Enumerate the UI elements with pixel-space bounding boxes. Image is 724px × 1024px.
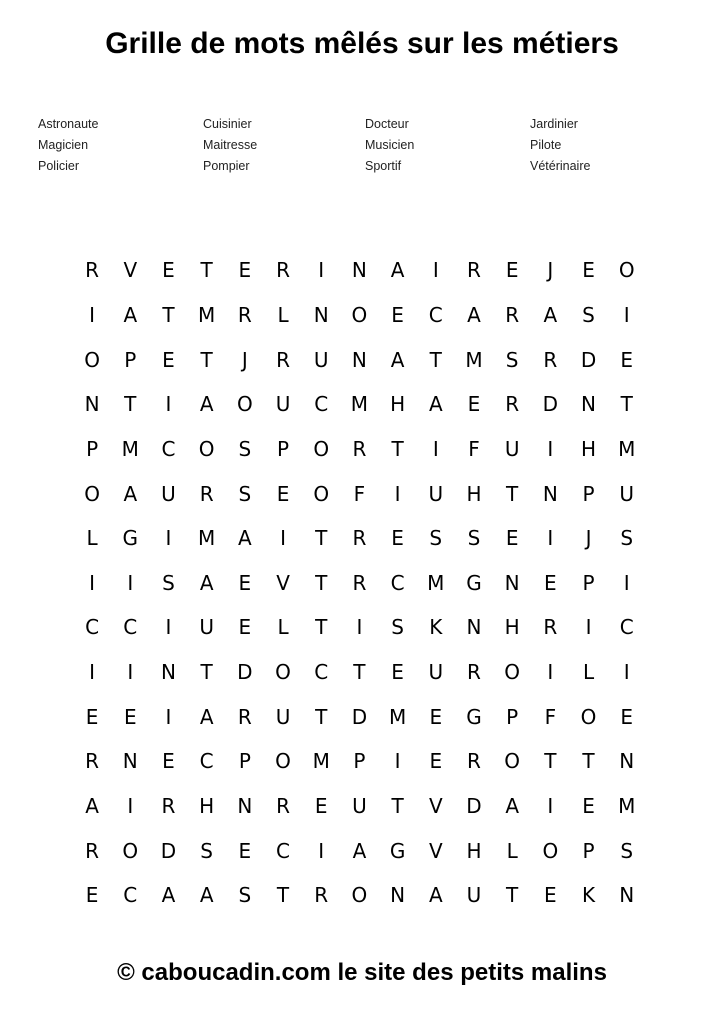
grid-cell[interactable]: A bbox=[390, 347, 405, 372]
grid-cell[interactable]: J bbox=[585, 526, 592, 551]
grid-cell[interactable]: A bbox=[428, 392, 443, 417]
grid-cell[interactable]: P bbox=[582, 838, 595, 863]
grid-cell[interactable]: R bbox=[543, 347, 558, 372]
footer-copyright: © caboucadin.com le site des petits malins bbox=[117, 959, 607, 986]
grid-cell[interactable]: R bbox=[352, 570, 367, 595]
grid-cell[interactable]: I bbox=[89, 302, 96, 327]
grid-cell[interactable]: L bbox=[277, 615, 289, 640]
grid-cell[interactable]: R bbox=[85, 258, 100, 283]
grid-cell[interactable]: I bbox=[127, 570, 134, 595]
grid-cell[interactable]: M bbox=[427, 570, 445, 595]
grid-cell[interactable]: I bbox=[356, 615, 363, 640]
grid-cell[interactable]: I bbox=[127, 794, 134, 818]
grid-cell[interactable]: N bbox=[84, 392, 100, 417]
grid-cell[interactable]: M bbox=[465, 347, 483, 372]
grid-cell[interactable]: A bbox=[238, 526, 252, 551]
grid-cell[interactable]: P bbox=[353, 749, 366, 774]
grid-cell[interactable]: G bbox=[389, 838, 406, 863]
grid-cell[interactable]: I bbox=[547, 526, 554, 551]
grid-cell[interactable]: S bbox=[162, 570, 175, 595]
grid-cell[interactable]: T bbox=[200, 258, 213, 283]
grid-cell[interactable]: M bbox=[618, 794, 636, 818]
grid-cell[interactable]: N bbox=[466, 615, 482, 640]
grid-cell[interactable]: R bbox=[352, 436, 367, 461]
grid-cell[interactable]: R bbox=[237, 704, 252, 729]
grid-cell[interactable]: P bbox=[124, 347, 137, 372]
grid-cell[interactable]: T bbox=[429, 347, 442, 372]
grid-cell[interactable]: I bbox=[318, 258, 325, 283]
grid-cell[interactable]: N bbox=[619, 749, 635, 774]
grid-cell[interactable]: P bbox=[277, 436, 290, 461]
grid-cell[interactable]: T bbox=[391, 436, 404, 461]
grid-cell[interactable]: C bbox=[428, 302, 443, 327]
grid-cell[interactable]: E bbox=[582, 794, 595, 818]
grid-cell[interactable]: J bbox=[547, 258, 554, 283]
grid-cell[interactable]: U bbox=[275, 392, 291, 417]
grid-cell[interactable]: U bbox=[428, 481, 444, 506]
word-item: Sportif bbox=[365, 159, 402, 173]
grid-cell[interactable]: I bbox=[165, 392, 172, 417]
grid-cell[interactable]: L bbox=[582, 660, 595, 685]
word-item: Vétérinaire bbox=[530, 159, 591, 173]
grid-cell[interactable]: F bbox=[544, 704, 557, 729]
grid-cell[interactable]: I bbox=[623, 570, 630, 595]
grid-cell[interactable]: I bbox=[280, 526, 286, 551]
grid-cell[interactable]: A bbox=[543, 302, 558, 327]
word-list bbox=[38, 114, 698, 184]
grid-cell[interactable]: O bbox=[618, 258, 635, 283]
grid-cell[interactable]: S bbox=[620, 526, 634, 551]
grid-cell[interactable]: O bbox=[313, 436, 330, 461]
grid-cell[interactable]: F bbox=[468, 436, 480, 461]
grid-cell[interactable]: R bbox=[505, 302, 520, 327]
page-title: Grille de mots mêlés sur les métiers bbox=[105, 27, 619, 60]
grid-cell[interactable]: R bbox=[237, 302, 252, 327]
grid-cell[interactable]: M bbox=[312, 749, 330, 774]
grid-cell[interactable]: O bbox=[351, 883, 368, 908]
grid-cell[interactable]: M bbox=[618, 436, 636, 461]
grid-cell[interactable]: I bbox=[623, 660, 630, 685]
grid-cell[interactable]: O bbox=[542, 838, 559, 863]
grid-cell[interactable]: I bbox=[623, 302, 630, 327]
grid-cell[interactable]: R bbox=[85, 749, 100, 774]
grid-cell[interactable]: T bbox=[315, 704, 328, 729]
grid-cell[interactable]: R bbox=[505, 392, 520, 417]
grid-cell[interactable]: E bbox=[85, 883, 99, 908]
grid-cell[interactable]: O bbox=[275, 749, 291, 774]
grid-cell[interactable]: E bbox=[429, 749, 443, 774]
grid-cell[interactable]: F bbox=[353, 481, 366, 506]
grid-cell[interactable]: E bbox=[582, 258, 595, 283]
grid-cell[interactable]: O bbox=[351, 302, 368, 327]
grid-cell[interactable]: N bbox=[390, 883, 406, 908]
grid-cell[interactable]: T bbox=[582, 749, 595, 774]
grid-cell[interactable]: T bbox=[544, 749, 557, 774]
grid-cell[interactable]: A bbox=[467, 302, 481, 327]
grid-cell[interactable]: T bbox=[353, 660, 366, 685]
grid-cell[interactable]: T bbox=[276, 883, 290, 908]
grid-cell[interactable]: A bbox=[199, 392, 214, 417]
grid-cell[interactable]: I bbox=[394, 481, 401, 506]
grid-cell[interactable]: D bbox=[160, 838, 177, 863]
grid-cell[interactable]: U bbox=[275, 704, 291, 729]
grid-cell[interactable]: S bbox=[620, 838, 634, 863]
word-item: Pompier bbox=[203, 159, 250, 173]
grid-cell[interactable]: R bbox=[85, 838, 100, 863]
grid-cell[interactable]: D bbox=[466, 794, 482, 818]
grid-cell[interactable]: S bbox=[391, 615, 404, 640]
grid-cell[interactable]: R bbox=[467, 258, 481, 283]
word-item: Musicien bbox=[365, 138, 415, 152]
grid-cell[interactable]: E bbox=[238, 570, 252, 595]
grid-cell[interactable]: V bbox=[428, 794, 443, 818]
grid-cell[interactable]: D bbox=[542, 392, 559, 417]
grid-cell[interactable]: C bbox=[276, 838, 291, 863]
grid-cell[interactable]: I bbox=[547, 660, 554, 685]
grid-cell[interactable]: S bbox=[582, 302, 595, 327]
grid-cell[interactable]: D bbox=[580, 347, 597, 372]
grid-cell[interactable]: T bbox=[124, 392, 137, 417]
grid-cell[interactable]: O bbox=[122, 838, 139, 863]
grid-cell[interactable]: P bbox=[506, 704, 519, 729]
grid-cell[interactable]: O bbox=[198, 436, 215, 461]
grid-cell[interactable]: S bbox=[429, 526, 443, 551]
grid-cell[interactable]: U bbox=[466, 883, 482, 908]
grid-cell[interactable]: E bbox=[85, 704, 99, 729]
grid-cell[interactable]: U bbox=[428, 660, 444, 685]
grid-cell[interactable]: C bbox=[199, 749, 214, 774]
grid-cell[interactable]: V bbox=[428, 838, 443, 863]
grid-cell[interactable]: O bbox=[504, 660, 521, 685]
grid-cell[interactable]: O bbox=[84, 481, 100, 506]
grid-cell[interactable]: N bbox=[351, 347, 367, 372]
grid-cell[interactable]: O bbox=[236, 392, 253, 417]
grid-cell[interactable]: N bbox=[122, 749, 138, 774]
grid-cell[interactable]: I bbox=[318, 838, 325, 863]
grid-cell[interactable]: O bbox=[313, 481, 330, 506]
grid-cell[interactable]: I bbox=[89, 660, 96, 685]
grid-cell[interactable]: I bbox=[127, 660, 134, 685]
grid-cell[interactable]: E bbox=[544, 570, 557, 595]
grid-cell[interactable]: T bbox=[506, 481, 519, 506]
grid-cell[interactable]: T bbox=[506, 883, 519, 908]
grid-cell[interactable]: N bbox=[160, 660, 176, 685]
grid-cell[interactable]: E bbox=[162, 347, 175, 372]
word-column bbox=[530, 114, 590, 177]
grid-cell[interactable]: C bbox=[314, 660, 329, 685]
grid-cell[interactable]: E bbox=[429, 704, 443, 729]
grid-cell[interactable]: M bbox=[198, 302, 216, 327]
grid-cell[interactable]: A bbox=[390, 258, 405, 283]
grid-cell[interactable]: S bbox=[238, 481, 252, 506]
grid-cell[interactable]: E bbox=[544, 883, 557, 908]
grid-cell[interactable]: E bbox=[391, 302, 404, 327]
grid-cell[interactable]: A bbox=[199, 704, 214, 729]
grid-cell[interactable]: C bbox=[161, 436, 176, 461]
grid-cell[interactable]: S bbox=[238, 436, 252, 461]
grid-cell[interactable]: N bbox=[542, 481, 558, 506]
grid-cell[interactable]: H bbox=[199, 794, 215, 818]
grid-cell[interactable]: O bbox=[84, 347, 100, 372]
word-column bbox=[365, 114, 414, 177]
grid-cell[interactable]: U bbox=[352, 794, 367, 818]
grid-cell[interactable]: N bbox=[313, 302, 329, 327]
grid-cell[interactable]: R bbox=[543, 615, 558, 640]
grid-cell[interactable]: O bbox=[275, 660, 291, 685]
grid-cell[interactable]: I bbox=[165, 704, 172, 729]
word-item: Magicien bbox=[38, 138, 89, 152]
grid-cell[interactable]: C bbox=[619, 615, 634, 640]
grid-cell[interactable]: M bbox=[350, 392, 369, 417]
grid-cell[interactable]: U bbox=[619, 481, 635, 506]
grid-cell[interactable]: P bbox=[86, 436, 99, 461]
grid-cell[interactable]: C bbox=[314, 392, 329, 417]
grid-cell[interactable]: I bbox=[165, 615, 172, 640]
grid-cell[interactable]: R bbox=[467, 660, 481, 685]
grid-cell[interactable]: N bbox=[619, 883, 635, 908]
grid-cell[interactable]: U bbox=[313, 347, 329, 372]
grid-cell[interactable]: N bbox=[351, 258, 367, 283]
grid-cell[interactable]: A bbox=[161, 883, 176, 908]
grid-cell[interactable]: T bbox=[200, 660, 213, 685]
grid-cell[interactable]: A bbox=[123, 302, 138, 327]
word-column bbox=[38, 114, 98, 177]
grid-cell[interactable]: L bbox=[277, 302, 289, 327]
grid-cell[interactable]: D bbox=[351, 704, 368, 729]
grid-cell[interactable]: L bbox=[86, 526, 98, 551]
word-item: Policier bbox=[38, 159, 79, 173]
grid-cell[interactable]: R bbox=[276, 794, 290, 818]
grid-cell[interactable]: S bbox=[200, 838, 213, 863]
grid-cell[interactable]: S bbox=[467, 526, 481, 551]
grid-cell[interactable]: G bbox=[466, 704, 482, 729]
grid-cell[interactable]: E bbox=[467, 392, 481, 417]
grid-cell[interactable]: H bbox=[504, 615, 520, 640]
grid-cell[interactable]: L bbox=[506, 838, 518, 863]
grid-cell[interactable]: R bbox=[352, 526, 367, 551]
word-item: Astronaute bbox=[38, 117, 99, 131]
grid-cell[interactable]: R bbox=[161, 794, 176, 818]
grid-cell[interactable]: T bbox=[162, 302, 175, 327]
grid-cell[interactable]: N bbox=[504, 570, 520, 595]
grid-cell[interactable]: U bbox=[161, 481, 176, 506]
grid-cell[interactable]: R bbox=[467, 749, 481, 774]
grid-cell[interactable]: C bbox=[390, 570, 405, 595]
word-item: Cuisinier bbox=[203, 117, 252, 131]
grid-cell[interactable]: I bbox=[394, 749, 401, 774]
grid-cell[interactable]: T bbox=[391, 794, 404, 818]
grid-cell[interactable]: P bbox=[238, 749, 251, 774]
grid-cell[interactable]: E bbox=[123, 704, 137, 729]
grid-cell[interactable]: O bbox=[580, 704, 597, 729]
grid-cell[interactable]: E bbox=[620, 704, 634, 729]
grid-cell[interactable]: E bbox=[505, 526, 519, 551]
grid-cell[interactable]: E bbox=[276, 481, 290, 506]
grid-cell[interactable]: C bbox=[123, 615, 138, 640]
grid-cell[interactable]: E bbox=[314, 794, 328, 818]
letter-grid bbox=[73, 248, 646, 918]
grid-cell[interactable]: H bbox=[390, 392, 406, 417]
grid-cell[interactable]: R bbox=[199, 481, 214, 506]
grid-cell[interactable]: J bbox=[241, 347, 248, 372]
grid-cell[interactable]: I bbox=[585, 615, 592, 640]
word-column bbox=[203, 114, 257, 177]
grid-cell[interactable]: I bbox=[89, 570, 96, 595]
grid-cell[interactable]: E bbox=[162, 749, 175, 774]
grid-cell[interactable]: T bbox=[620, 392, 633, 417]
grid-cell[interactable]: I bbox=[165, 526, 172, 551]
grid-cell[interactable]: E bbox=[162, 258, 175, 283]
grid-cell[interactable]: H bbox=[466, 481, 482, 506]
grid-cell[interactable]: V bbox=[276, 570, 290, 595]
word-item: Maitresse bbox=[203, 138, 258, 152]
grid-cell[interactable]: N bbox=[237, 794, 253, 818]
grid-cell[interactable]: E bbox=[505, 258, 519, 283]
grid-cell[interactable]: U bbox=[199, 615, 214, 640]
grid-cell[interactable]: A bbox=[123, 481, 138, 506]
grid-cell[interactable]: V bbox=[123, 258, 138, 283]
grid-cell[interactable]: I bbox=[432, 436, 439, 461]
grid-cell[interactable]: N bbox=[581, 392, 597, 417]
grid-cell[interactable]: T bbox=[315, 526, 328, 551]
grid-cell[interactable]: T bbox=[200, 347, 213, 372]
grid-cell[interactable]: M bbox=[121, 436, 139, 461]
grid-cell[interactable]: A bbox=[505, 794, 519, 818]
word-item: Jardinier bbox=[530, 117, 578, 131]
grid-cell[interactable]: E bbox=[238, 838, 252, 863]
grid-cell[interactable]: D bbox=[237, 660, 253, 685]
grid-cell[interactable]: P bbox=[582, 481, 595, 506]
grid-cell[interactable]: E bbox=[238, 258, 252, 283]
word-item: Docteur bbox=[365, 117, 409, 131]
grid-cell[interactable]: G bbox=[466, 570, 482, 595]
grid-cell[interactable]: I bbox=[432, 258, 439, 283]
grid-cell[interactable]: G bbox=[122, 526, 139, 551]
grid-cell[interactable]: E bbox=[620, 347, 634, 372]
grid-cell[interactable]: I bbox=[547, 436, 554, 461]
grid-cell[interactable]: E bbox=[391, 526, 404, 551]
grid-cell[interactable]: A bbox=[199, 883, 214, 908]
grid-cell[interactable]: U bbox=[504, 436, 520, 461]
grid-cell[interactable]: A bbox=[428, 883, 443, 908]
grid-cell[interactable]: T bbox=[315, 570, 328, 595]
grid-cell[interactable]: S bbox=[505, 347, 519, 372]
grid-cell[interactable]: A bbox=[352, 838, 367, 863]
grid-cell[interactable]: E bbox=[238, 615, 252, 640]
grid-cell[interactable]: H bbox=[581, 436, 597, 461]
grid-cell[interactable]: P bbox=[582, 570, 595, 595]
grid-cell[interactable]: T bbox=[315, 615, 328, 640]
grid-cell[interactable]: M bbox=[388, 704, 407, 729]
grid-cell[interactable]: I bbox=[547, 794, 554, 818]
grid-cell[interactable]: S bbox=[238, 883, 252, 908]
grid-cell[interactable]: H bbox=[466, 838, 482, 863]
grid-cell[interactable]: E bbox=[391, 660, 404, 685]
grid-cell[interactable]: R bbox=[314, 883, 329, 908]
grid-cell[interactable]: R bbox=[276, 258, 290, 283]
grid-cell[interactable]: C bbox=[123, 883, 138, 908]
grid-cell[interactable]: A bbox=[85, 794, 99, 818]
grid-cell[interactable]: O bbox=[504, 749, 521, 774]
grid-cell[interactable]: K bbox=[429, 615, 443, 640]
grid-cell[interactable]: K bbox=[581, 883, 596, 908]
grid-cell[interactable]: C bbox=[85, 615, 100, 640]
grid-cell[interactable]: A bbox=[199, 570, 214, 595]
grid-cell[interactable]: R bbox=[276, 347, 290, 372]
grid-cell[interactable]: M bbox=[198, 526, 216, 551]
word-item: Pilote bbox=[530, 138, 562, 152]
